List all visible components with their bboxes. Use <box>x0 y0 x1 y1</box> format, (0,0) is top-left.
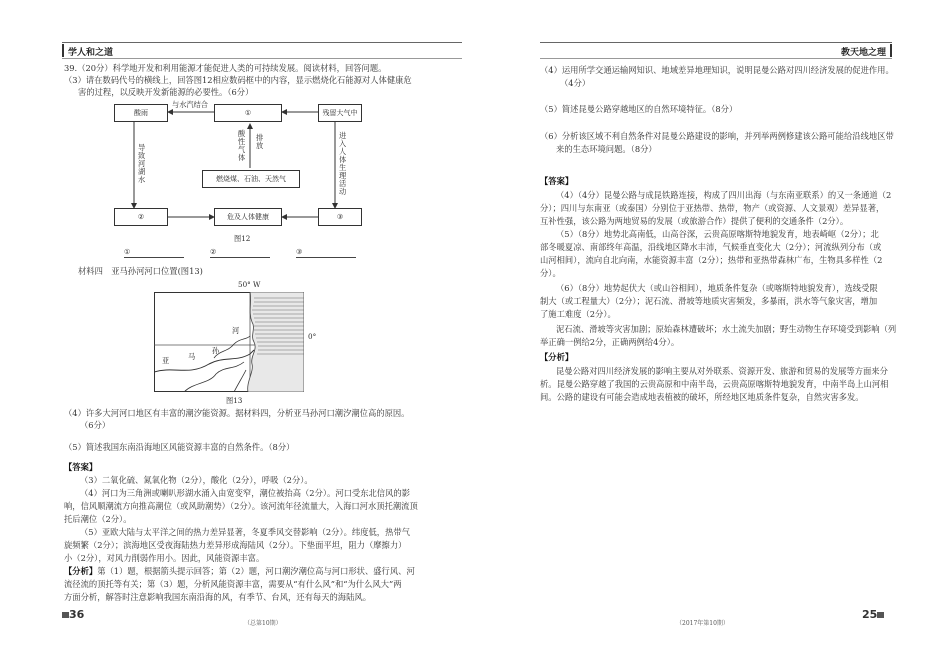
right-answer-line: 分）。 <box>540 268 561 278</box>
right-answer-line: （4）（4分）昆曼公路与成昆铁路连接，构成了四川出海（与东南亚联系）的又一条通道（2 <box>556 190 892 200</box>
left-answer-line: 旋频繁（2分）；滨海地区受夜海陆热力差异形成海陆风（2分）。下垫面平坦，阻力（摩擦力） <box>64 540 407 550</box>
right-answer-line: 举正确一例给2分，正确两例给4分）。 <box>540 337 680 347</box>
blank-label-3: ③ <box>296 247 303 256</box>
edge-acid-gas: 酸性气体 <box>238 129 246 162</box>
edge-water-vapor: 与水汽结合 <box>172 100 208 109</box>
edge-enter-body: 进入人体生理活动 <box>339 131 347 196</box>
right-header-title: 教天地之理 <box>840 48 886 58</box>
map-label-he: 河 <box>232 326 240 335</box>
left-header-title: 学人和之道 <box>68 48 114 58</box>
box-acid-rain: 酸雨 <box>114 104 168 122</box>
right-analysis-line: 间。公路的建设有可能会造成地表植被的破坏，所经地区地质条件复杂，自然灾害多发。 <box>540 392 864 402</box>
left-answer-line: （4）河口为三角洲或喇叭形湖水涌入由宽变窄，潮位被抬高（2分）。河口受东北信风的影 <box>80 488 410 498</box>
left-answer-line: （5）亚欧大陆与太平洋之间的热力差异显著，冬夏季风交替影响（2分）。纬度低，热带气 <box>80 527 410 537</box>
blank-label-1: ① <box>124 247 131 256</box>
q5-question: （5）简述我国东南沿海地区风能资源丰富的自然条件。（8分） <box>64 442 295 452</box>
q4-line1: （4）许多大河河口地区有丰富的潮汐能资源。据材料四，分析亚马孙河口潮汐潮位高的原因。 <box>64 408 410 418</box>
right-q6-line1: （6）分析该区域不利自然条件对昆曼公路建设的影响，并列举两例修建该公路可能给沿线地区带 <box>540 131 894 141</box>
right-analysis-label: 【分析】 <box>540 352 574 362</box>
q4-line2: （6分） <box>80 420 111 430</box>
box-blank-1: ① <box>214 104 282 122</box>
right-answer-line: 分）；四川与东南亚（或泰国）分别位于亚热带、热带，物产（或资源、人文景观）差异显著， <box>540 203 885 213</box>
box-residual-atmosphere: 残留大气中 <box>318 104 362 122</box>
right-q5-question: （5）简述昆曼公路穿越地区的自然环境特征。（8分） <box>540 104 738 114</box>
box-health-risk: 危及人体健康 <box>214 208 282 226</box>
right-answer-line: 山河相间），流向自北向南，水能资源丰富（2分）；热带和亚热带森林广布，生物具多样性（2 <box>540 255 883 265</box>
right-answer-line: （5）（8分）地势北高南低，山高谷深，云贵高原喀斯特地貌发育，地表崎岖（2分）；北 <box>556 229 879 239</box>
map-label-sun: 孙 <box>212 346 220 355</box>
box-blank-2: ② <box>114 208 168 226</box>
right-answer-title: 【答案】 <box>540 176 574 186</box>
right-answer-line: 互补性强，该公路为两地贸易的发展（或旅游合作）提供了便利的交通条件（2分）。 <box>540 216 849 226</box>
map-latitude-label: 0° <box>308 332 317 341</box>
right-q4-line1: （4）运用所学交通运输网知识、地域差异地理知识，说明昆曼公路对四川经济发展的促进作用。 <box>540 65 894 75</box>
figure-13-caption: 图13 <box>226 396 243 405</box>
q39-part3-line1: （3）请在数码代号的横线上，回答图12相应数码框中的内容，显示燃烧化石能源对人体健康危 <box>64 75 412 85</box>
right-answer-line: 泥石流、滑坡等灾害加剧；原始森林遭破坏；水土流失加剧；野生动物生存环境受到影响（列 <box>556 324 897 334</box>
right-header-line-top <box>540 42 892 43</box>
right-answer-line: 了施工难度（2分）。 <box>540 309 616 319</box>
right-analysis-line: 析。昆曼公路穿越了我国的云贵高原和中南半岛，云贵高原喀斯特地貌发育，中南半岛上山河相 <box>540 379 889 389</box>
blank-line-1 <box>124 247 184 258</box>
box-blank-3: ③ <box>318 208 362 226</box>
material-4-heading: 材料四 亚马孙河河口位置(图13) <box>78 266 203 276</box>
right-header <box>540 42 892 60</box>
left-analysis-text: 第（1）题，根据箭头提示回答；第（2）题，河口潮汐潮位高与河口形状、盛行风、河 <box>97 566 415 576</box>
blank-line-2 <box>210 247 270 258</box>
box-fossil-fuel: 燃烧煤、石油、天然气 <box>202 170 300 188</box>
left-page-number-text: 36 <box>69 608 85 621</box>
blank-line-3 <box>296 247 356 258</box>
map-label-ma: 马 <box>188 352 196 361</box>
right-footer: （2017年第10期） <box>676 620 729 627</box>
left-analysis-label: 【分析】 <box>64 566 98 576</box>
right-header-line-bottom <box>540 58 892 59</box>
left-answer-line: 小（2分），对风力削弱作用小。因此，风能资源丰富。 <box>64 553 265 563</box>
page-marker-block <box>877 612 884 618</box>
left-page-number <box>62 608 84 621</box>
right-header-divider <box>890 44 892 57</box>
q39-part3-line2: 害的过程，以反映开发新能源的必要性。（6分） <box>78 87 254 97</box>
left-analysis-line: 流径流的顶托等有关；第（3）题，分析风能资源丰富，需要从“有什么风”和“为什么风大”两 <box>64 579 402 589</box>
left-header-divider <box>62 44 64 57</box>
map-longitude-label: 50° W <box>238 280 261 289</box>
map-label-ya: 亚 <box>162 356 170 365</box>
right-answer-line: 部冬暖夏凉、南部终年高温，沿线地区降水丰沛，气候垂直变化大（2分）；河流纵列分布（或 <box>540 242 882 252</box>
left-answer-line: 响，信风顺潮流方向推高潮位（或风助潮势）（2分）。该河流年径流量大，入海口河水顶托潮流顶 <box>64 501 418 511</box>
left-header <box>62 42 462 60</box>
left-answer-line: 托后潮位（2分）。 <box>64 514 132 524</box>
q39-intro: 39.（20分）科学地开发和利用能源才能促进人类的可持续发展。阅读材料，回答问题。 <box>64 63 387 73</box>
left-header-line-bottom <box>62 58 462 59</box>
left-analysis-line-1 <box>64 566 415 577</box>
right-page-number-text: 25 <box>862 608 878 621</box>
right-q4-line2: （4分） <box>560 78 591 88</box>
left-answer-line: （3）二氧化硫、氮氧化物（2分），酸化（2分），呼吸（2分）。 <box>80 475 313 485</box>
figure-12-diagram <box>110 100 360 260</box>
page-marker-block <box>62 612 69 618</box>
edge-emission: 排放 <box>256 133 264 150</box>
right-answer-line: 制大（或工程量大）（2分）；泥石流、滑坡等地质灾害频发，多暴雨，洪水等气象灾害，增加 <box>540 296 878 306</box>
right-q6-line2: 来的生态环境问题。（8分） <box>556 144 657 154</box>
figure-13-map <box>140 280 320 420</box>
left-analysis-line: 方面分析，解答时注意影响我国东南沿海的风，有季节、台风，还有每天的海陆风。 <box>64 592 371 602</box>
right-page-number <box>862 608 884 621</box>
left-footer: （总第10期） <box>244 620 282 627</box>
right-analysis-line: 昆曼公路对四川经济发展的影响主要从对外联系、资源开发、旅游和贸易的发展等方面来分 <box>556 366 888 376</box>
figure-12-caption: 图12 <box>234 234 251 243</box>
left-answer-title: 【答案】 <box>64 462 98 472</box>
edge-river-lake: 导致河湖水 <box>138 143 146 184</box>
right-answer-line: （6）（8分）地势起伏大（或山谷相间），地质条件复杂（或喀斯特地貌发育），选线受限 <box>556 283 878 293</box>
map-graphic <box>154 292 304 392</box>
left-header-line-top <box>62 42 462 43</box>
blank-label-2: ② <box>210 247 217 256</box>
